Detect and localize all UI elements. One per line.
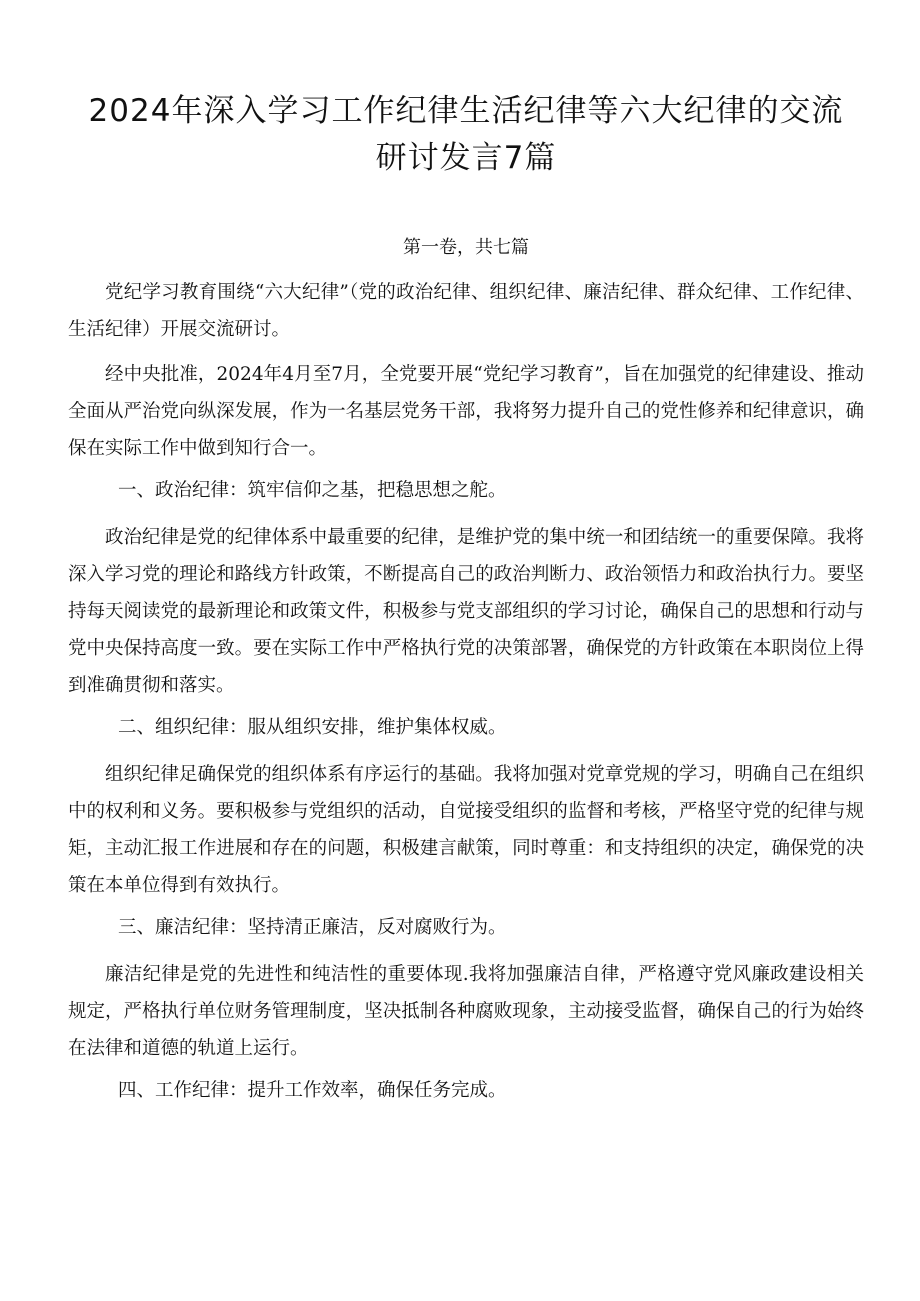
section-heading-organization: 二、组织纪律：服从组织安排，维护集体权威。 (117, 717, 507, 738)
intro-paragraph: 党纪学习教育围绕“六大纪律”（党的政治纪律、组织纪律、廉洁纪律、群众纪律、工作纪律、生活纪律）开展交流研讨。 (68, 282, 864, 340)
document-title: 2024年深入学习工作纪律生活纪律等六大纪律的交流研讨发言7篇 (88, 93, 844, 176)
section-heading-integrity: 三、廉洁纪律：坚持清正廉洁，反对腐败行为。 (117, 917, 507, 938)
section-heading-political: 一、政治纪律：筑牢信仰之基，把稳思想之舵。 (117, 480, 507, 501)
section-body-organization: 组织纪律足确保党的组织体系有序运行的基础。我将加强对党章党规的学习，明确自己在组织中的权利和义务。要积极参与党组织的活动，自觉接受组织的监督和考核，严格坚守党的纪律与规矩，主动汇报工作进展和存在的问题，积极建言献策，同时尊重：和支持组织的决定，确保党的决策在本单位得到有效执行。 (68, 764, 864, 896)
section-body-political: 政治纪律是党的纪律体系中最重要的纪律，是维护党的集中统一和团结统一的重要保障。我将深入学习党的理论和路线方针政策，不断提高自己的政治判断力、政治领悟力和政治执行力。要坚持每天阅读党的最新理论和政策文件，积极参与党支部组织的学习讨论，确保自己的思想和行动与党中央保持高度一致。要在实际工作中严格执行党的决策部署，确保党的方针政策在本职岗位上得到准确贯彻和落实。 (68, 527, 864, 696)
section-body-integrity: 廉洁纪律是党的先进性和纯洁性的重要体现.我将加强廉洁自律，严格遵守党风廉政建设相关规定，严格执行单位财务管理制度，坚决抵制各种腐败现象，主动接受监督，确保自己的行为始终在法律和道德的轨道上运行。 (68, 964, 864, 1059)
section-heading-work: 四、工作纪律：提升工作效率，确保任务完成。 (117, 1080, 507, 1101)
volume-label: 第一卷，共七篇 (403, 237, 529, 258)
intro-paragraph: 经中央批准，2024年4月至7月，全党要开展“党纪学习教育”，旨在加强党的纪律建设、推动全面从严治党向纵深发展，作为一名基层党务干部，我将努力提升自己的党性修养和纪律意识，确保在实际工作中做到知行合一。 (68, 364, 864, 459)
